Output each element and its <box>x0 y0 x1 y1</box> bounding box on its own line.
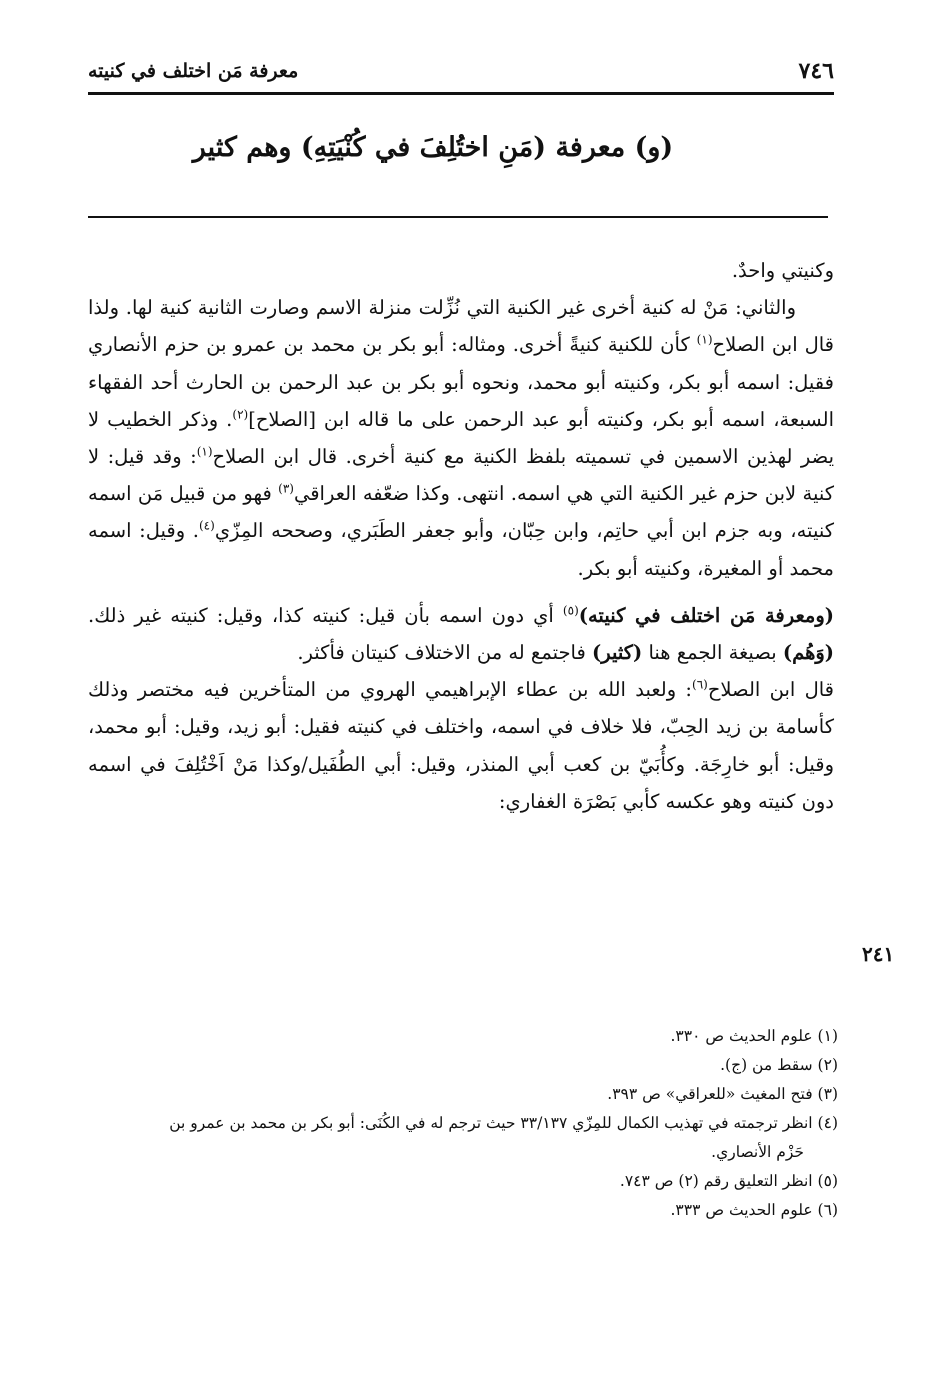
page-number: ٧٤٦ <box>798 58 834 84</box>
section-heading: (و) معرفة (مَنِ اختُلِفَ في كُنْيَتِهِ) وهم كثير <box>192 132 674 163</box>
footnote-ref: (٥) <box>562 603 579 618</box>
footnote-item <box>110 1022 838 1051</box>
footnote-ref: (٦) <box>692 677 708 692</box>
footnote-number: (٤) <box>817 1114 838 1132</box>
header-rule <box>88 92 834 95</box>
body-text <box>88 252 834 820</box>
footnote-ref: (٤) <box>198 518 215 533</box>
footnote-item <box>110 1196 838 1225</box>
text-run: . وذكر الخطيب لا يضر لهذين الاسمين في تسميته بلفظ الكنية مع كنية أخرى. قال ابن الصلاح <box>88 407 834 469</box>
paragraph-2 <box>88 597 834 671</box>
footnote-item <box>110 1167 838 1196</box>
footnote-number: (٥) <box>817 1172 838 1190</box>
text-run: كأن للكنية كنيةً أخرى. ومثاله: أبو بكر بن محمد بن عمرو بن حزم الأنصاري فقيل: اسمه أبو بكر، وكنيته أبو محمد، ونحوه أبو بكر بن عبد الرحمن بن الحارث أحد الفقهاء السبعة، اسمه أبو بكر، وكنيته أبو عبد الرحمن على ما قاله ابن [الصلاح] <box>88 333 834 431</box>
footnote-item <box>110 1109 838 1167</box>
bold-term: (ومعرفة مَن اختلف في كنيته) <box>578 603 834 627</box>
text-run: . وقيل: اسمه محمد أو المغيرة، وكنيته أبو بكر. <box>88 519 834 580</box>
footnote-number: (٢) <box>817 1056 838 1074</box>
running-header <box>88 58 834 86</box>
text-run: فهو من قبيل مَن اسمه كنيته، وبه جزم ابن أبي حاتِم، وابن حِبّان، وأبو جعفر الطَبَري، وصححه المِزّي <box>88 482 834 543</box>
footnote-number: (١) <box>817 1027 838 1045</box>
footnote-number: (٦) <box>817 1201 838 1219</box>
paragraph-0 <box>88 252 834 289</box>
footnote-text: انظر ترجمته في تهذيب الكمال للمِزّي ٣٣/١٣٧ حيث ترجم له في الكُنَى: أبو بكر بن محمد بن عمرو بن <box>169 1114 818 1132</box>
bold-term: (وَهُم) <box>782 641 834 665</box>
text-run: والثاني: مَنْ له كنية أخرى غير الكنية التي نُزِّلت منزلة الاسم وصارت الثانية كنية لها. ولذا قال ابن الصلاح <box>88 296 834 357</box>
footnotes <box>110 1022 838 1225</box>
text-run: : وقد قيل: لا كنية لابن حزم غير الكنية التي هي اسمه. انتهى. وكذا ضعّفه العراقي <box>88 445 835 506</box>
text-run: بصيغة الجمع هنا <box>642 641 783 665</box>
footnote-item <box>110 1051 838 1080</box>
footnote-number: (٣) <box>817 1085 838 1103</box>
bold-term: (كثير) <box>592 641 643 665</box>
text-run: فاجتمع له من الاختلاف كنيتان فأكثر. <box>297 641 592 665</box>
footnote-continuation: حَزْم الأنصاري. <box>711 1143 804 1161</box>
footnote-ref: (٣) <box>278 481 294 496</box>
footnote-ref: (٢) <box>232 407 249 422</box>
footnote-ref: (١) <box>696 332 713 347</box>
footnote-text: سقط من (ج). <box>720 1056 818 1074</box>
manuscript-folio-number: ٢٤١ <box>862 942 895 966</box>
paragraph-1 <box>88 289 834 587</box>
footnote-text: علوم الحديث ص ٣٣٠. <box>670 1027 818 1045</box>
footnote-ref: (١) <box>196 444 213 459</box>
footnote-text: علوم الحديث ص ٣٣٣. <box>670 1201 818 1219</box>
section-rule <box>88 216 828 218</box>
text-run: وكنيتي واحدٌ. <box>731 259 834 282</box>
footnote-text: فتح المغيث «للعراقي» ص ٣٩٣. <box>607 1085 818 1103</box>
paragraph-3 <box>88 671 834 820</box>
footnote-item <box>110 1080 838 1109</box>
footnote-text: انظر التعليق رقم (٢) ص ٧٤٣. <box>619 1172 818 1190</box>
running-title: معرفة مَن اختلف في كنيته <box>88 60 299 82</box>
text-run: قال ابن الصلاح <box>707 678 834 702</box>
text-run: : ولعبد الله بن عطاء الإبراهيمي الهروي من المتأخرين فيه مختصر وذلك كأسامة بن زيد الحِبّ، فلا خلاف في اسمه، واختلف في كنيته فقيل: أبو زيد، وقيل: أبو محمد، وقيل: أبو خارِجَة. وكأُبَيّ بن كعب أبي المنذر، وقيل: أبي الطُفَيل/وكذا مَنْ اَخْتُلِفَ في اسمه دون كنيته وهو عكسه كأبي بَصْرَة الغفاري: <box>88 678 834 813</box>
text-run: أي دون اسمه بأن قيل: كنيته كذا، وقيل: كنيته غير ذلك. <box>88 603 563 627</box>
